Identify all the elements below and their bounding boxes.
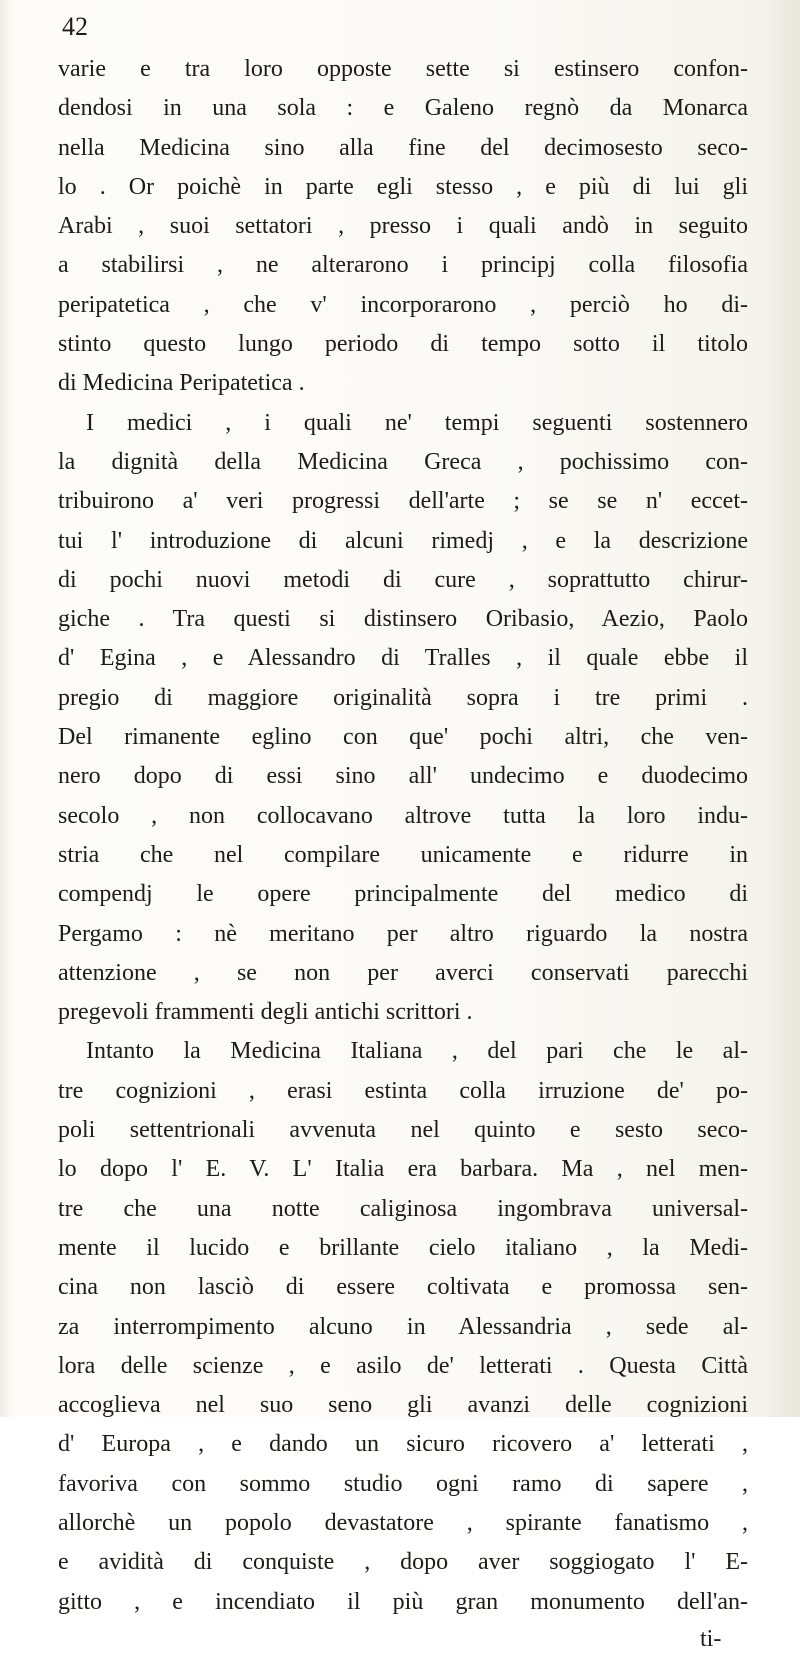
text-line: di Medicina Peripatetica . (58, 370, 305, 397)
text-line: nella Medicina sino alla fine del decimosesto seco- (58, 134, 748, 161)
text-line: tre che una notte caliginosa ingombrava universal- (58, 1195, 748, 1222)
text-line: lo . Or poichè in parte egli stesso , e più di lui gli (58, 173, 748, 200)
text-line: stria che nel compilare unicamente e ridurre in (58, 841, 748, 868)
text-line: favoriva con sommo studio ogni ramo di sapere , (58, 1470, 748, 1497)
text-line: nero dopo di essi sino all' undecimo e duodecimo (58, 763, 748, 790)
text-line: cina non lasciò di essere coltivata e promossa sen- (58, 1274, 748, 1301)
text-line: varie e tra loro opposte sette si estinsero confon- (58, 56, 748, 82)
text-line: dendosi in una sola : e Galeno regnò da Monarca (58, 95, 748, 122)
text-line: lora delle scienze , e asilo de' letterati . Questa Città (58, 1352, 748, 1379)
page-edge-shadow (762, 0, 800, 1417)
text-line: I medici , i quali ne' tempi seguenti sostennero (86, 409, 748, 436)
text-line: gitto , e incendiato il più gran monumento dell'an- (58, 1588, 748, 1615)
text-line: d' Europa , e dando un sicuro ricovero a' letterati , (58, 1431, 748, 1458)
text-line: pregio di maggiore originalità sopra i tre primi . (58, 684, 748, 711)
text-line: compendj le opere principalmente del medico di (58, 881, 748, 908)
text-line: la dignità della Medicina Greca , pochissimo con- (58, 448, 748, 475)
text-line: poli settentrionali avvenuta nel quinto e sesto seco- (58, 1117, 748, 1144)
text-line: Intanto la Medicina Italiana , del pari che le al- (86, 1038, 748, 1065)
text-line: a stabilirsi , ne alterarono i principj colla filosofia (58, 252, 748, 279)
text-line: lo dopo l' E. V. L' Italia era barbara. Ma , nel men- (58, 1156, 748, 1183)
text-line: giche . Tra questi si distinsero Oribasio, Aezio, Paolo (58, 606, 748, 633)
catchword: ti- (700, 1625, 722, 1652)
text-line: Del rimanente eglino con que' pochi altri, che ven- (58, 724, 748, 751)
text-line: peripatetica , che v' incorporarono , perciò ho di- (58, 291, 748, 318)
body-text (58, 50, 748, 1622)
page-gutter-shadow (0, 0, 14, 1417)
page-number: 42 (62, 12, 88, 41)
text-line: tre cognizioni , erasi estinta colla irruzione de' po- (58, 1077, 748, 1104)
text-line: attenzione , se non per averci conservati parecchi (58, 959, 748, 986)
text-line: secolo , non collocavano altrove tutta la loro indu- (58, 802, 748, 829)
text-line: tribuirono a' veri progressi dell'arte ; se se n' eccet- (58, 488, 748, 515)
text-line: Arabi , suoi settatori , presso i quali andò in seguito (58, 213, 748, 240)
text-line: mente il lucido e brillante cielo italiano , la Medi- (58, 1234, 748, 1261)
text-line: accoglieva nel suo seno gli avanzi delle cognizioni (58, 1392, 748, 1419)
text-line: tui l' introduzione di alcuni rimedj , e la descrizione (58, 527, 748, 554)
text-line: allorchè un popolo devastatore , spirante fanatismo , (58, 1509, 748, 1536)
text-line: za interrompimento alcuno in Alessandria , sede al- (58, 1313, 748, 1340)
text-line: di pochi nuovi metodi di cure , soprattutto chirur- (58, 566, 748, 593)
text-line: e avidità di conquiste , dopo aver soggiogato l' E- (58, 1549, 748, 1576)
text-line: stinto questo lungo periodo di tempo sotto il titolo (58, 331, 748, 358)
text-line: pregevoli frammenti degli antichi scrittori . (58, 999, 473, 1026)
text-line: d' Egina , e Alessandro di Tralles , il quale ebbe il (58, 645, 748, 672)
text-line: Pergamo : nè meritano per altro riguardo la nostra (58, 920, 748, 947)
